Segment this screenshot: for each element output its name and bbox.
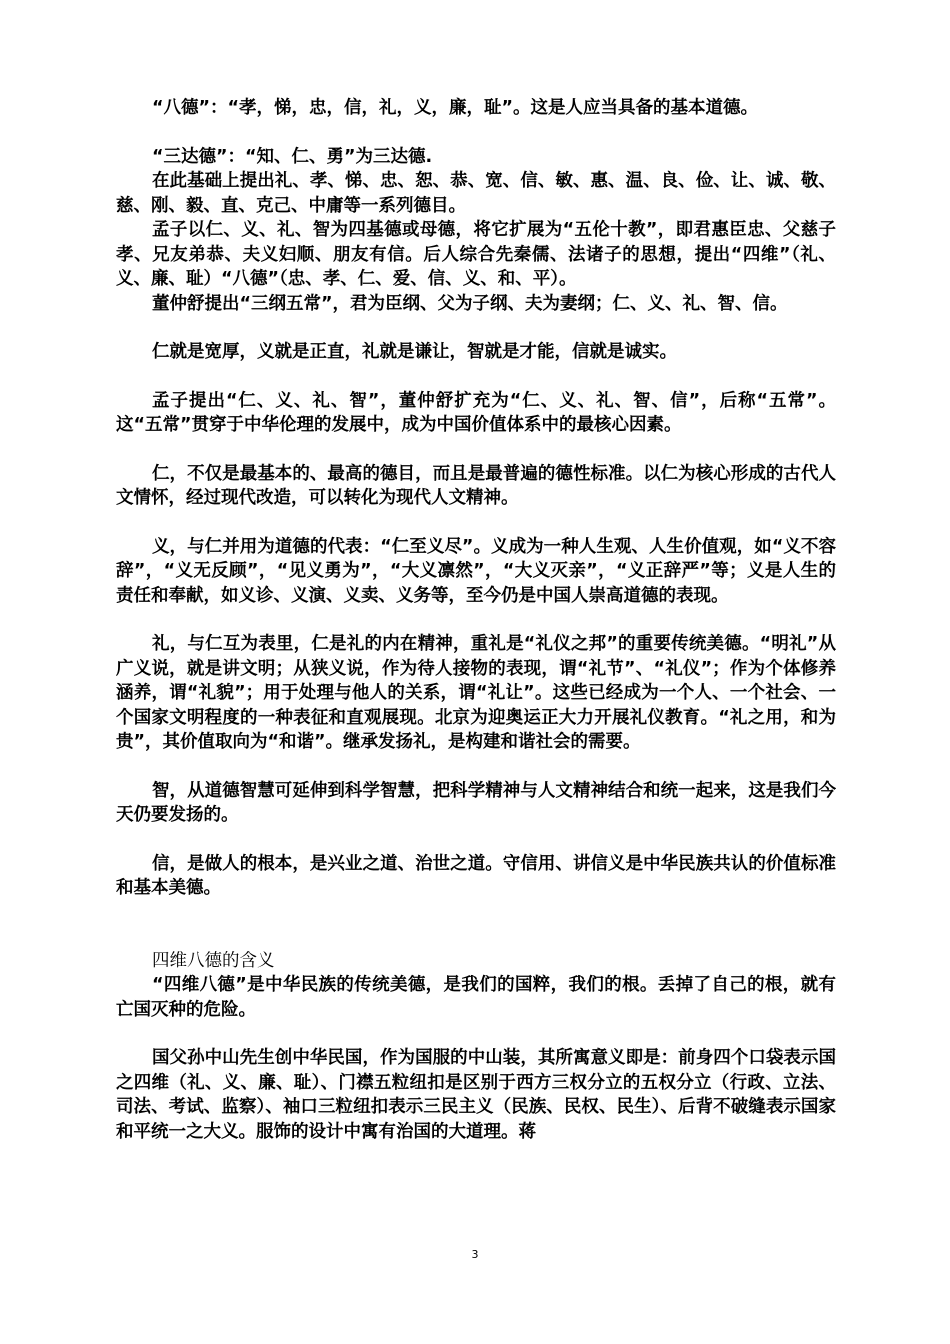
spacer xyxy=(116,755,836,779)
paragraph-de-mu-list: 在此基础上提出礼、孝、悌、忠、恕、恭、宽、信、敏、惠、温、良、俭、让、诚、敬、慈、刚、毅、直、克己、中庸等一系列德目。 xyxy=(116,171,836,216)
paragraph-ren: 仁，不仅是最基本的、最高的德目，而且是最普遍的德性标准。以仁为核心形成的古代人文情怀，经过现代改造，可以转化为现代人文精神。 xyxy=(116,463,836,508)
paragraph-xin: 信，是做人的根本，是兴业之道、治世之道。守信用、讲信义是中华民族共认的价值标准和基本美德。 xyxy=(116,853,836,898)
spacer xyxy=(116,365,836,389)
paragraph-ba-de: “八德”：“孝，悌，忠，信，礼，义，廉，耻”。这是人应当具备的基本道德。 xyxy=(152,98,759,118)
paragraph-siwei-bade-meaning: “四维八德”是中华民族的传统美德，是我们的国粹，我们的根。丢掉了自己的根，就有亡国灭种的危险。 xyxy=(116,975,836,1020)
page-number: 3 xyxy=(471,1248,479,1261)
paragraph-li: 礼，与仁互为表里，仁是礼的内在精神，重礼是“礼仪之邦”的重要传统美德。“明礼”从广义说，就是讲文明；从狭义说，作为待人接物的表现，谓“礼节”、“礼仪”；作为个体修养涵养，谓“礼貌”；用于处理与他人的关系，谓“礼让”。这些已经成为一个人、一个社会、一个国家文明程度的一种表征和直观展现。北京为迎奥运正大力开展礼仪教育。“礼之用，和为贵”，其价值取向为“和谐”。继承发扬礼，是构建和谐社会的需要。 xyxy=(116,634,836,752)
spacer xyxy=(116,511,836,535)
section-heading-siwei-bade: 四维八德的含义 xyxy=(152,950,275,971)
spacer xyxy=(116,121,836,145)
paragraph-definitions: 仁就是宽厚，义就是正直，礼就是谦让，智就是才能，信就是诚实。 xyxy=(152,342,677,362)
paragraph-mengzi-wulun: 孟子以仁、义、礼、智为四基德或母德，将它扩展为“五伦十教”，即君惠臣忠、父慈子孝、兄友弟恭、夫义妇顺、朋友有信。后人综合先秦儒、法诸子的思想，提出“四维”（礼、义、廉、耻）“八德”（忠、孝、仁、爱、信、义、和、平）。 xyxy=(116,220,836,289)
spacer xyxy=(116,608,836,632)
paragraph-dong-zhongshu: 董仲舒提出“三纲五常”，君为臣纲、父为子纲、夫为妻纲；仁、义、礼、智、信。 xyxy=(152,293,788,314)
spacer xyxy=(116,316,836,340)
paragraph-yi: 义，与仁并用为道德的代表：“仁至义尽”。义成为一种人生观、人生价值观，如“义不容辞”，“义无反顾”，“见义勇为”，“大义凛然”，“大义灭亲”，“义正辞严”等；义是人生的责任和奉献，如义诊、义演、义卖、义务等，至今仍是中国人崇高道德的表现。 xyxy=(116,536,836,606)
paragraph-san-da-de: “三达德”：“知、仁、勇”为三达德. xyxy=(152,146,433,167)
spacer xyxy=(116,438,836,462)
document-body xyxy=(116,96,836,1144)
paragraph-wu-chang: 孟子提出“仁、义、礼、智”，董仲舒扩充为“仁、义、礼、智、信”，后称“五常”。这“五常”贯穿于中华伦理的发展中，成为中国价值体系中的最核心因素。 xyxy=(116,390,836,435)
spacer xyxy=(116,901,836,949)
spacer xyxy=(116,1022,836,1046)
paragraph-sun-zhongshan: 国父孙中山先生创中华民国，作为国服的中山装，其所寓意义即是：前身四个口袋表示国之四维（礼、义、廉、耻）、门襟五粒纽扣是区别于西方三权分立的五权分立（行政、立法、司法、考试、监察）、袖口三粒纽扣表示三民主义（民族、民权、民生）、后背不破缝表示国家和平统一之大义。服饰的设计中寓有治国的大道理。蒋 xyxy=(116,1048,836,1142)
spacer xyxy=(116,828,836,852)
paragraph-zhi: 智，从道德智慧可延伸到科学智慧，把科学精神与人文精神结合和统一起来，这是我们今天仍要发扬的。 xyxy=(116,780,836,825)
